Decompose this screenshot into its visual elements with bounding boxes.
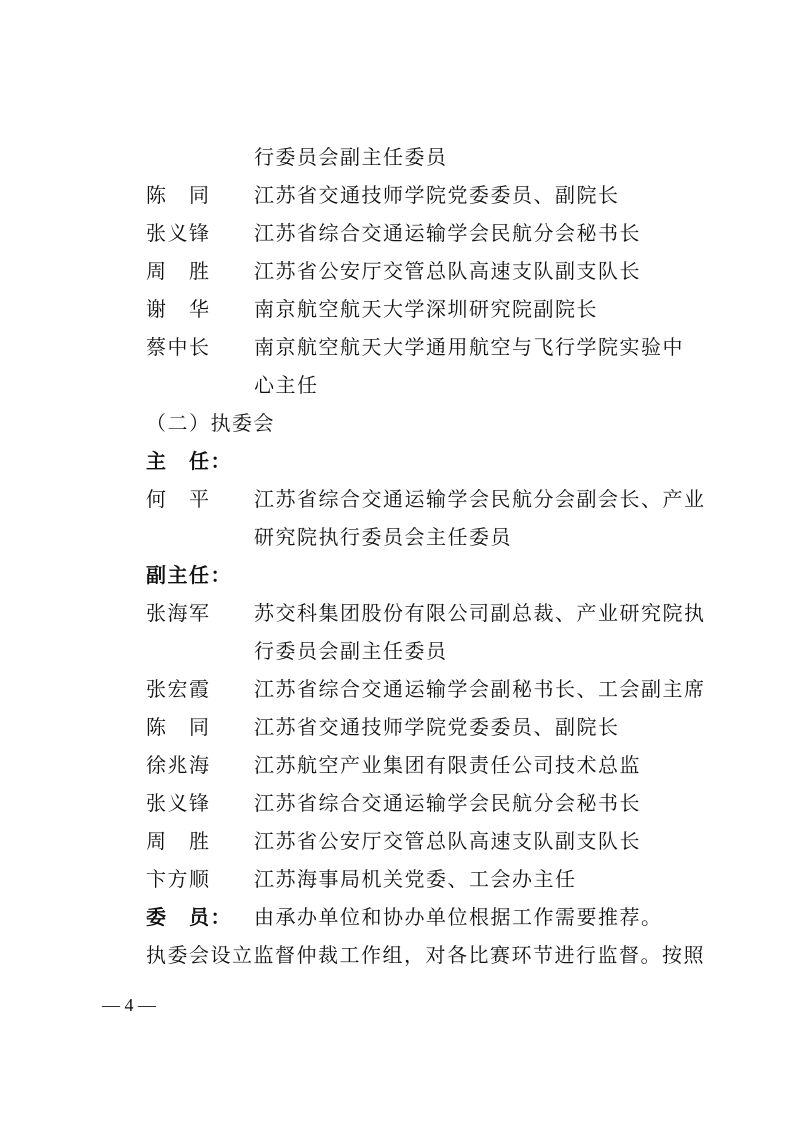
vice-director-name: 张宏霞 — [146, 677, 211, 701]
member-title-continued: 心主任 — [254, 373, 319, 397]
vice-director-name: 卞方顺 — [146, 867, 211, 891]
member-name: 蔡中长 — [146, 335, 211, 359]
page-number: — 4 — — [102, 995, 156, 1015]
vice-director-name: 陈 同 — [146, 715, 211, 739]
director-title-continued: 研究院执行委员会主任委员 — [254, 525, 512, 549]
director-title: 江苏省综合交通运输学会民航分会副会长、产业 — [254, 487, 706, 511]
continuation-line: 行委员会副主任委员 — [254, 145, 448, 169]
director-name: 何 平 — [146, 487, 211, 511]
members-description: 由承办单位和协办单位根据工作需要推荐。 — [254, 905, 663, 929]
vice-director-title-continued: 行委员会副主任委员 — [254, 639, 448, 663]
vice-director-name: 周 胜 — [146, 829, 211, 853]
member-title: 南京航空航天大学深圳研究院副院长 — [254, 297, 598, 321]
member-title: 江苏省公安厅交管总队高速支队副支队长 — [254, 259, 641, 283]
members-label: 委 员： — [146, 905, 232, 929]
vice-director-title: 苏交科集团股份有限公司副总裁、产业研究院执 — [254, 601, 706, 625]
member-name: 陈 同 — [146, 183, 211, 207]
section-heading: （二）执委会 — [146, 411, 275, 435]
member-title: 江苏省综合交通运输学会民航分会秘书长 — [254, 221, 641, 245]
vice-director-title: 江苏海事局机关党委、工会办主任 — [254, 867, 577, 891]
vice-director-title: 江苏航空产业集团有限责任公司技术总监 — [254, 753, 641, 777]
member-title: 南京航空航天大学通用航空与飞行学院实验中 — [254, 335, 684, 359]
vice-director-name: 徐兆海 — [146, 753, 211, 777]
vice-director-title: 江苏省综合交通运输学会民航分会秘书长 — [254, 791, 641, 815]
vice-director-title: 江苏省综合交通运输学会副秘书长、工会副主席 — [254, 677, 706, 701]
vice-director-label: 副主任： — [146, 563, 232, 587]
member-name: 周 胜 — [146, 259, 211, 283]
vice-director-name: 张海军 — [146, 601, 211, 625]
director-label: 主 任： — [146, 449, 232, 473]
vice-director-title: 江苏省交通技师学院党委委员、副院长 — [254, 715, 620, 739]
member-name: 张义锋 — [146, 221, 211, 245]
member-title: 江苏省交通技师学院党委委员、副院长 — [254, 183, 620, 207]
vice-director-title: 江苏省公安厅交管总队高速支队副支队长 — [254, 829, 641, 853]
closing-paragraph: 执委会设立监督仲裁工作组，对各比赛环节进行监督。按照 — [146, 943, 705, 967]
vice-director-name: 张义锋 — [146, 791, 211, 815]
member-name: 谢 华 — [146, 297, 211, 321]
